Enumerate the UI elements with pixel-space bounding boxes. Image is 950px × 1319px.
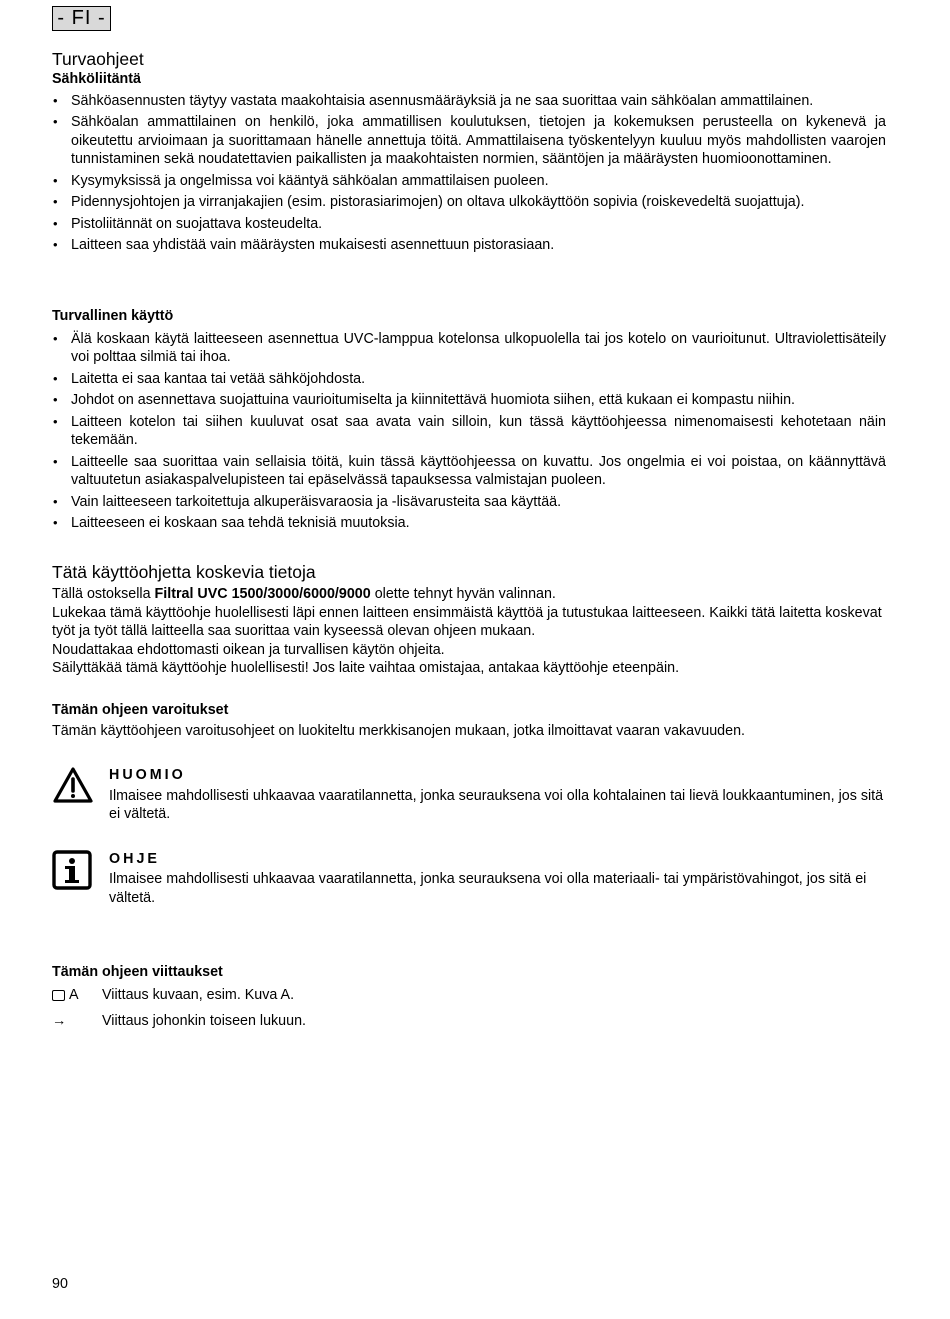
about-title: Tätä käyttöohjetta koskevia tietoja: [52, 562, 316, 582]
info-icon: [52, 850, 92, 896]
warnings-section: [52, 701, 886, 907]
about-paragraph: Noudattakaa ehdottomasti oikean ja turvallisen käytön ohjeita.: [52, 641, 445, 658]
electrical-list: [52, 92, 886, 255]
references-section: [52, 963, 886, 1037]
about-paragraph: Säilyttäkää tämä käyttöohje huolellisesti! Jos laite vaihtaa omistajaa, antakaa käyttöohje eteenpäin.: [52, 660, 680, 676]
note-text: Ilmaisee mahdollisesti uhkaavaa vaaratilannetta, jonka seurauksena voi olla materiaali- tai ympäristövahingot, jos sitä ei vältetä.: [109, 871, 867, 906]
caution-notice: [52, 766, 886, 824]
chapter-reference-row: [52, 1011, 886, 1033]
list-item: • Laitteelle saa suorittaa vain sellaisia töitä, kuin tässä käyttöohjeessa on kuvattu. Jos ongelmia ei voi poistaa, on käännyttävä valtuutetun asiakaspalvelupisteen tai epäselvässä tapauksessa valmistajan puoleen.: [52, 453, 886, 490]
warnings-heading: Tämän ohjeen varoitukset: [52, 702, 229, 718]
note-signal-word: OHJE: [109, 850, 160, 867]
safety-section: [52, 48, 886, 258]
electrical-heading: Sähköliitäntä: [52, 71, 141, 87]
warning-triangle-icon: [52, 766, 94, 810]
safety-title: Turvaohjeet: [52, 49, 144, 69]
product-name: Filtral UVC 1500/3000/6000/9000: [154, 586, 371, 602]
figure-reference-row: [52, 985, 886, 1007]
caution-text: Ilmaisee mahdollisesti uhkaavaa vaaratilannetta, jonka seurauksena voi olla kohtalainen tai lievä loukkaantuminen, jos sitä ei vältetä.: [109, 787, 884, 822]
list-item: • Sähköalan ammattilainen on henkilö, joka ammatillisen koulutuksen, tietojen ja kokemuksen perusteella on kykenevä ja oikeutettu arvioimaan ja suorittamaan hänelle annettuja töitä. Ammattilaisena työskentelyyn kuuluu myös mahdollisten vaarojen tunnistaminen sekä noudatettavien paikallisten ja maakohtaisten normien, sääntöjen ja määräysten huomioonottaminen.: [52, 113, 886, 169]
safe-use-section: [52, 307, 886, 536]
intro-post: olette tehnyt hyvän valinnan.: [370, 586, 556, 602]
references-heading: Tämän ohjeen viittaukset: [52, 964, 223, 980]
list-item: • Laitetta ei saa kantaa tai vetää sähköjohdosta.: [52, 370, 886, 389]
safe-use-list: [52, 330, 886, 533]
list-item: • Pistoliitännät on suojattava kosteudelta.: [52, 215, 886, 234]
about-intro: [52, 585, 886, 604]
figure-reference-symbol: [52, 986, 102, 1005]
chapter-reference-text: Viittaus johonkin toiseen lukuun.: [102, 1013, 307, 1030]
language-tag: - FI -: [52, 6, 111, 31]
warnings-intro: Tämän käyttöohjeen varoitusohjeet on luokiteltu merkkisanojen mukaan, jotka ilmoittavat vaaran vakavuuden.: [52, 722, 745, 739]
list-item: • Sähköasennusten täytyy vastata maakohtaisia asennusmääräyksiä ja ne saa suorittaa vain sähköalan ammattilainen.: [52, 92, 886, 111]
list-item: • Laitteeseen ei koskaan saa tehdä teknisiä muutoksia.: [52, 514, 886, 533]
list-item: • Laitteen saa yhdistää vain määräysten mukaisesti asennettuun pistorasiaan.: [52, 236, 886, 255]
arrow-right-icon: →: [52, 1013, 67, 1030]
list-item: • Älä koskaan käytä laitteeseen asennettua UVC-lamppua kotelonsa ulkopuolella tai jos kotelo on vaurioitunut. Ultraviolettisäteily voi polttaa silmiä tai ihoa.: [52, 330, 886, 367]
figure-reference-text: Viittaus kuvaan, esim. Kuva A.: [102, 987, 295, 1004]
list-item: • Kysymyksissä ja ongelmissa voi kääntyä sähköalan ammattilaisen puoleen.: [52, 172, 886, 191]
about-section: [52, 561, 886, 678]
figure-letter: A: [69, 987, 79, 1004]
note-notice: [52, 850, 886, 908]
intro-pre: Tällä ostoksella: [52, 586, 155, 602]
list-item: • Vain laitteeseen tarkoitettuja alkuperäisvaraosia ja -lisävarusteita saa käyttää.: [52, 493, 886, 512]
caution-signal-word: HUOMIO: [109, 767, 186, 783]
list-item: • Johdot on asennettava suojattuina vaurioitumiselta ja kiinnitettävä huomiota siihen, että kukaan ei kompastu niihin.: [52, 391, 886, 410]
list-item: • Laitteen kotelon tai siihen kuuluvat osat saa avata vain silloin, kun tässä käyttöohjeessa nimenomaisesti kehotetaan näin tekemään.: [52, 413, 886, 450]
list-item: • Pidennysjohtojen ja virranjakajien (esim. pistorasiarimojen) on oltava ulkokäyttöön sopivia (roiskevedeltä suojattuja).: [52, 193, 886, 212]
about-paragraph: Lukekaa tämä käyttöohje huolellisesti läpi ennen laitteen ensimmäistä käyttöä ja tutustukaa laitteeseen. Kaikki tätä laitetta koskevat työt ja työt tällä laitteella saa suorittaa vain kyseessä olevan ohjeen mukaan.: [52, 604, 882, 639]
figure-box-icon: [52, 990, 65, 1001]
page-number: 90: [52, 1276, 68, 1292]
safe-use-heading: Turvallinen käyttö: [52, 308, 174, 324]
